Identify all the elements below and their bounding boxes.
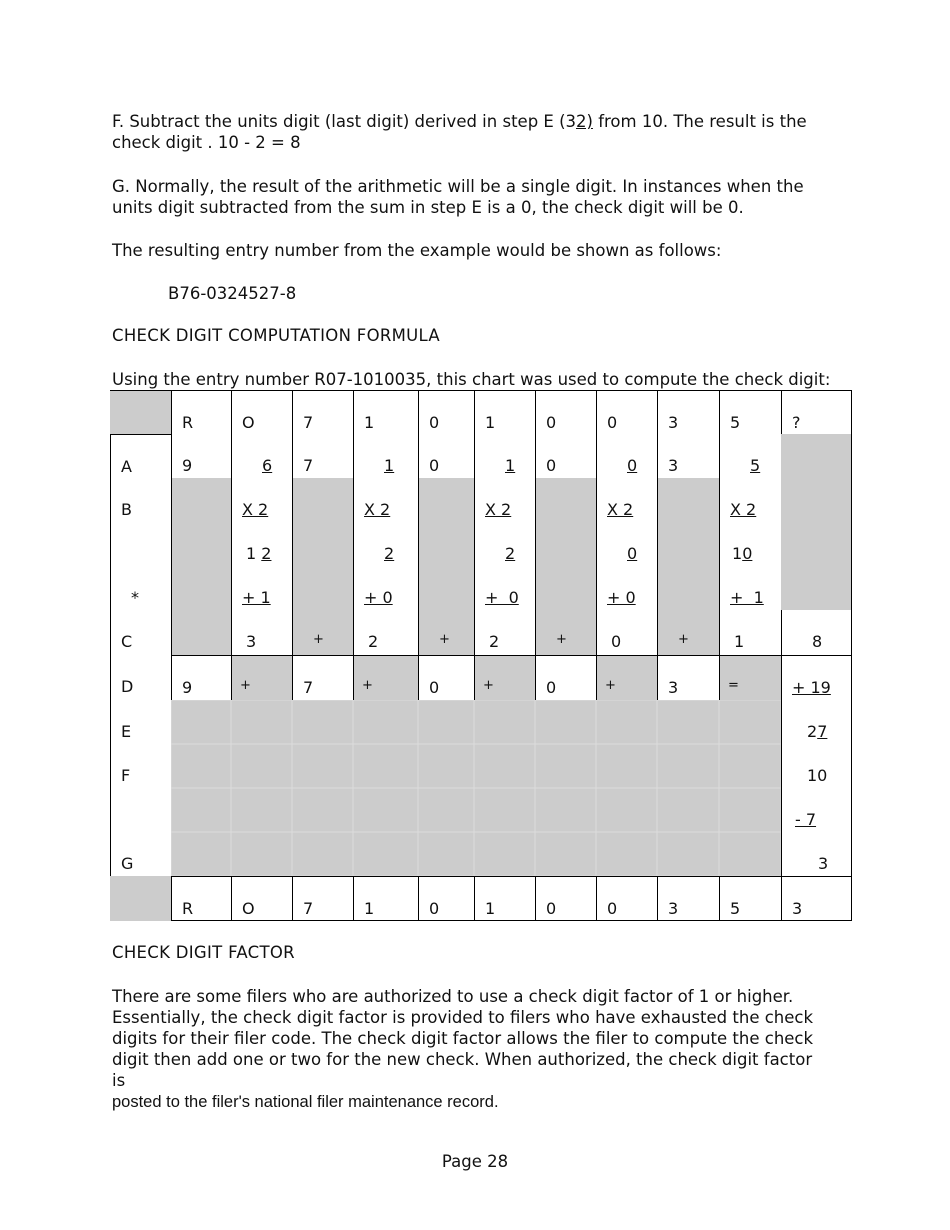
row-label: F bbox=[121, 766, 131, 785]
paragraph-step-f: F. Subtract the units digit (last digit) derived in step E (32) from 10. The result is the check digit . 10 - 2 = 8 bbox=[112, 112, 807, 152]
gray-fill-cell bbox=[474, 744, 535, 788]
product-value: 2 bbox=[384, 544, 395, 563]
row-d-cell bbox=[719, 655, 781, 700]
row-a-cell bbox=[474, 434, 535, 478]
row-d-value: 7 bbox=[303, 678, 314, 697]
gray-fill-cell bbox=[353, 788, 418, 832]
row-a-digit: 0 bbox=[546, 456, 557, 475]
row-label-cell bbox=[110, 744, 171, 788]
multiplier-cell bbox=[474, 478, 535, 522]
row-d-value: 9 bbox=[182, 678, 193, 697]
row-a-doubled-digit: 0 bbox=[627, 456, 638, 475]
final-character: O bbox=[242, 899, 255, 918]
gray-fill-cell bbox=[596, 744, 657, 788]
final-row-cell bbox=[171, 876, 231, 921]
row-d-cell bbox=[171, 655, 231, 700]
gray-fill-cell bbox=[353, 832, 418, 876]
gray-fill-cell bbox=[657, 788, 719, 832]
row-d-value: = bbox=[728, 678, 739, 693]
row-c-value: 1 bbox=[734, 632, 745, 651]
final-row-cell bbox=[231, 876, 292, 921]
carry-value: + 0 bbox=[364, 588, 393, 607]
header-corner-cell bbox=[110, 390, 171, 434]
gray-fill-cell bbox=[418, 700, 474, 744]
row-a-digit: 3 bbox=[668, 456, 679, 475]
row-c-value: 2 bbox=[489, 632, 500, 651]
row-d-value: 0 bbox=[429, 678, 440, 697]
row-c-cell bbox=[292, 610, 353, 655]
multiplier-cell bbox=[719, 478, 781, 522]
row-d-value: + bbox=[483, 678, 494, 693]
header-character: 1 bbox=[364, 413, 375, 432]
row-c-value: + bbox=[313, 632, 324, 647]
row-a-digit: 9 bbox=[182, 456, 193, 475]
row-d-cell bbox=[657, 655, 719, 700]
row-a-doubled-digit: 6 bbox=[262, 456, 273, 475]
row-c-cell bbox=[231, 610, 292, 655]
header-cell bbox=[231, 390, 292, 434]
gray-fill-cell bbox=[719, 832, 781, 876]
row-e-value: 27 bbox=[807, 722, 828, 741]
row-d-value: + bbox=[605, 678, 616, 693]
gray-fill-cell bbox=[171, 700, 231, 744]
check-digit-factor-heading: CHECK DIGIT FACTOR bbox=[112, 943, 295, 962]
final-character: 1 bbox=[364, 899, 375, 918]
row-label: A bbox=[121, 457, 132, 476]
gray-fill-cell bbox=[418, 744, 474, 788]
gray-fill-cell bbox=[474, 788, 535, 832]
gray-fill-cell bbox=[292, 832, 353, 876]
row-d-cell bbox=[596, 655, 657, 700]
gray-fill-cell bbox=[171, 788, 231, 832]
gray-fill-cell bbox=[657, 700, 719, 744]
row-d-value: 3 bbox=[668, 678, 679, 697]
gray-fill-cell bbox=[535, 788, 596, 832]
row-c-value: + bbox=[556, 632, 567, 647]
gray-fill-cell bbox=[353, 700, 418, 744]
paragraph-resulting-entry: The resulting entry number from the example would be shown as follows: bbox=[112, 241, 722, 260]
product-cell bbox=[596, 522, 657, 566]
header-cell bbox=[353, 390, 418, 434]
row-c-value: 8 bbox=[812, 632, 823, 651]
gray-fill-cell bbox=[171, 832, 231, 876]
check-digit-chart bbox=[110, 390, 852, 921]
header-cell bbox=[596, 390, 657, 434]
row-c-cell bbox=[781, 610, 852, 655]
final-corner-cell bbox=[110, 876, 171, 921]
header-character: 3 bbox=[668, 413, 679, 432]
carry-value: + 1 bbox=[730, 588, 764, 607]
row-a-cell bbox=[596, 434, 657, 478]
header-character: R bbox=[182, 413, 194, 432]
header-character: 0 bbox=[607, 413, 618, 432]
final-row-cell bbox=[719, 876, 781, 921]
row-c-cell bbox=[535, 610, 596, 655]
final-row-cell bbox=[596, 876, 657, 921]
header-character: 1 bbox=[485, 413, 496, 432]
row-a-cell bbox=[657, 434, 719, 478]
final-character: 0 bbox=[607, 899, 618, 918]
carry-value: + 0 bbox=[485, 588, 519, 607]
product-cell bbox=[719, 522, 781, 566]
gray-fill-cell bbox=[171, 744, 231, 788]
multiplier: X 2 bbox=[607, 500, 634, 519]
carry-cell bbox=[231, 566, 292, 610]
gray-fill-cell bbox=[231, 744, 292, 788]
row-label: B bbox=[121, 500, 132, 519]
row-c-cell bbox=[719, 610, 781, 655]
gray-fill-cell bbox=[719, 700, 781, 744]
row-d-cell bbox=[535, 655, 596, 700]
gray-fill-cell bbox=[474, 700, 535, 744]
header-cell bbox=[657, 390, 719, 434]
gray-fill-cell bbox=[657, 744, 719, 788]
product-value: 10 bbox=[732, 544, 753, 563]
check-digit-factor-body: There are some filers who are authorized to use a check digit factor of 1 or higher. Essentially, the check digit factor is provided to filers who have exhausted the check digits for their filer code. The check digit factor allows the filer to compute the check digit then add one or two for the new check. When authorized, the check digit factor is posted to the filer's national filer maintenance record. bbox=[112, 987, 814, 1111]
header-cell bbox=[719, 390, 781, 434]
gray-fill-cell bbox=[231, 700, 292, 744]
gray-fill-cell bbox=[719, 744, 781, 788]
row-d-cell bbox=[292, 655, 353, 700]
product-value: 0 bbox=[627, 544, 638, 563]
gray-fill-cell bbox=[292, 744, 353, 788]
row-a-doubled-digit: 5 bbox=[750, 456, 761, 475]
final-row-cell bbox=[353, 876, 418, 921]
row-c-value: 0 bbox=[611, 632, 622, 651]
row-label: D bbox=[121, 677, 134, 696]
row-d-value: + bbox=[240, 678, 251, 693]
row-d-cell bbox=[474, 655, 535, 700]
row-c-value: + bbox=[439, 632, 450, 647]
final-row-cell bbox=[474, 876, 535, 921]
row-label-cell bbox=[110, 788, 171, 832]
header-character: ? bbox=[792, 413, 801, 432]
row-label-cell bbox=[110, 700, 171, 744]
row-label: E bbox=[121, 722, 132, 741]
row-label-cell bbox=[110, 610, 171, 655]
gray-block bbox=[171, 478, 231, 655]
row-c-cell bbox=[418, 610, 474, 655]
header-cell bbox=[292, 390, 353, 434]
check-digit-gray-block bbox=[781, 434, 852, 610]
multiplier-cell bbox=[353, 478, 418, 522]
row-a-cell bbox=[231, 434, 292, 478]
row-label: C bbox=[121, 632, 133, 651]
row-d-cell bbox=[781, 655, 852, 700]
multiplier-cell bbox=[231, 478, 292, 522]
example-entry-number: B76-0324527-8 bbox=[168, 284, 297, 303]
carry-cell bbox=[719, 566, 781, 610]
final-character: 1 bbox=[485, 899, 496, 918]
row-a-cell bbox=[535, 434, 596, 478]
row-c-cell bbox=[657, 610, 719, 655]
row-e-cell bbox=[781, 700, 852, 744]
row-label: G bbox=[121, 854, 134, 873]
final-character: R bbox=[182, 899, 194, 918]
gray-fill-cell bbox=[657, 832, 719, 876]
product-value: 1 2 bbox=[246, 544, 272, 563]
page-number: Page 28 bbox=[441, 1152, 509, 1171]
final-character: 3 bbox=[668, 899, 679, 918]
carry-value: + 0 bbox=[607, 588, 636, 607]
gray-fill-cell bbox=[231, 788, 292, 832]
row-d-value: 0 bbox=[546, 678, 557, 697]
header-cell bbox=[171, 390, 231, 434]
row-c-cell bbox=[474, 610, 535, 655]
final-row-cell bbox=[657, 876, 719, 921]
header-character: 7 bbox=[303, 413, 314, 432]
row-a-cell bbox=[418, 434, 474, 478]
header-character: O bbox=[242, 413, 255, 432]
final-character: 5 bbox=[730, 899, 741, 918]
product-cell bbox=[353, 522, 418, 566]
row-label-cell bbox=[110, 566, 171, 610]
gray-fill-cell bbox=[596, 832, 657, 876]
row-d-cell bbox=[353, 655, 418, 700]
gray-fill-cell bbox=[596, 700, 657, 744]
row-f-cell bbox=[781, 744, 852, 788]
product-value: 2 bbox=[505, 544, 516, 563]
row-d-value: + 19 bbox=[792, 678, 831, 697]
product-cell bbox=[231, 522, 292, 566]
carry-cell bbox=[596, 566, 657, 610]
gray-fill-cell bbox=[719, 788, 781, 832]
row-label-cell bbox=[110, 522, 171, 566]
row-label-cell bbox=[110, 832, 171, 876]
subtract-cell bbox=[781, 788, 852, 832]
chart-intro: Using the entry number R07-1010035, this chart was used to compute the check digit: bbox=[112, 370, 831, 389]
final-character: 0 bbox=[429, 899, 440, 918]
row-a-digit: 0 bbox=[429, 456, 440, 475]
final-character: 0 bbox=[546, 899, 557, 918]
final-row-cell bbox=[292, 876, 353, 921]
header-cell bbox=[474, 390, 535, 434]
carry-cell bbox=[353, 566, 418, 610]
header-cell bbox=[535, 390, 596, 434]
final-character: 3 bbox=[792, 899, 803, 918]
product-cell bbox=[474, 522, 535, 566]
row-a-doubled-digit: 1 bbox=[505, 456, 516, 475]
gray-fill-cell bbox=[535, 832, 596, 876]
row-d-cell bbox=[231, 655, 292, 700]
gray-fill-cell bbox=[474, 832, 535, 876]
gray-fill-cell bbox=[535, 744, 596, 788]
gray-fill-cell bbox=[418, 788, 474, 832]
row-c-value: 3 bbox=[246, 632, 257, 651]
row-a-cell bbox=[171, 434, 231, 478]
header-character: 0 bbox=[429, 413, 440, 432]
gray-fill-cell bbox=[292, 700, 353, 744]
gray-fill-cell bbox=[231, 832, 292, 876]
row-label-cell bbox=[110, 434, 171, 478]
header-character: 5 bbox=[730, 413, 741, 432]
header-cell bbox=[781, 390, 852, 434]
row-a-cell bbox=[292, 434, 353, 478]
row-a-doubled-digit: 1 bbox=[384, 456, 395, 475]
multiplier: X 2 bbox=[242, 500, 269, 519]
row-a-cell bbox=[719, 434, 781, 478]
row-label-cell bbox=[110, 655, 171, 700]
row-c-value: 2 bbox=[368, 632, 379, 651]
final-character: 7 bbox=[303, 899, 314, 918]
gray-fill-cell bbox=[596, 788, 657, 832]
formula-heading: CHECK DIGIT COMPUTATION FORMULA bbox=[112, 326, 440, 345]
row-c-value: + bbox=[678, 632, 689, 647]
gray-fill-cell bbox=[535, 700, 596, 744]
row-c-cell bbox=[353, 610, 418, 655]
carry-cell bbox=[474, 566, 535, 610]
gray-fill-cell bbox=[292, 788, 353, 832]
header-cell bbox=[418, 390, 474, 434]
paragraph-step-g: G. Normally, the result of the arithmetic will be a single digit. In instances when the units digit subtracted from the sum in step E is a 0, the check digit will be 0. bbox=[112, 177, 804, 217]
row-c-cell bbox=[596, 610, 657, 655]
final-row-cell bbox=[535, 876, 596, 921]
multiplier: X 2 bbox=[485, 500, 512, 519]
gray-fill-cell bbox=[418, 832, 474, 876]
carry-value: + 1 bbox=[242, 588, 271, 607]
row-g-value: 3 bbox=[818, 854, 829, 873]
row-d-value: + bbox=[362, 678, 373, 693]
final-row-cell bbox=[781, 876, 852, 921]
multiplier: X 2 bbox=[364, 500, 391, 519]
table-left-border bbox=[110, 434, 111, 876]
row-g-cell bbox=[781, 832, 852, 876]
row-a-digit: 7 bbox=[303, 456, 314, 475]
multiplier: X 2 bbox=[730, 500, 757, 519]
subtract-value: - 7 bbox=[795, 810, 817, 829]
row-label: * bbox=[131, 588, 139, 607]
row-a-cell bbox=[353, 434, 418, 478]
gray-fill-cell bbox=[353, 744, 418, 788]
row-label-cell bbox=[110, 478, 171, 522]
final-row-cell bbox=[418, 876, 474, 921]
multiplier-cell bbox=[596, 478, 657, 522]
row-f-value: 10 bbox=[807, 766, 828, 785]
header-character: 0 bbox=[546, 413, 557, 432]
row-d-cell bbox=[418, 655, 474, 700]
